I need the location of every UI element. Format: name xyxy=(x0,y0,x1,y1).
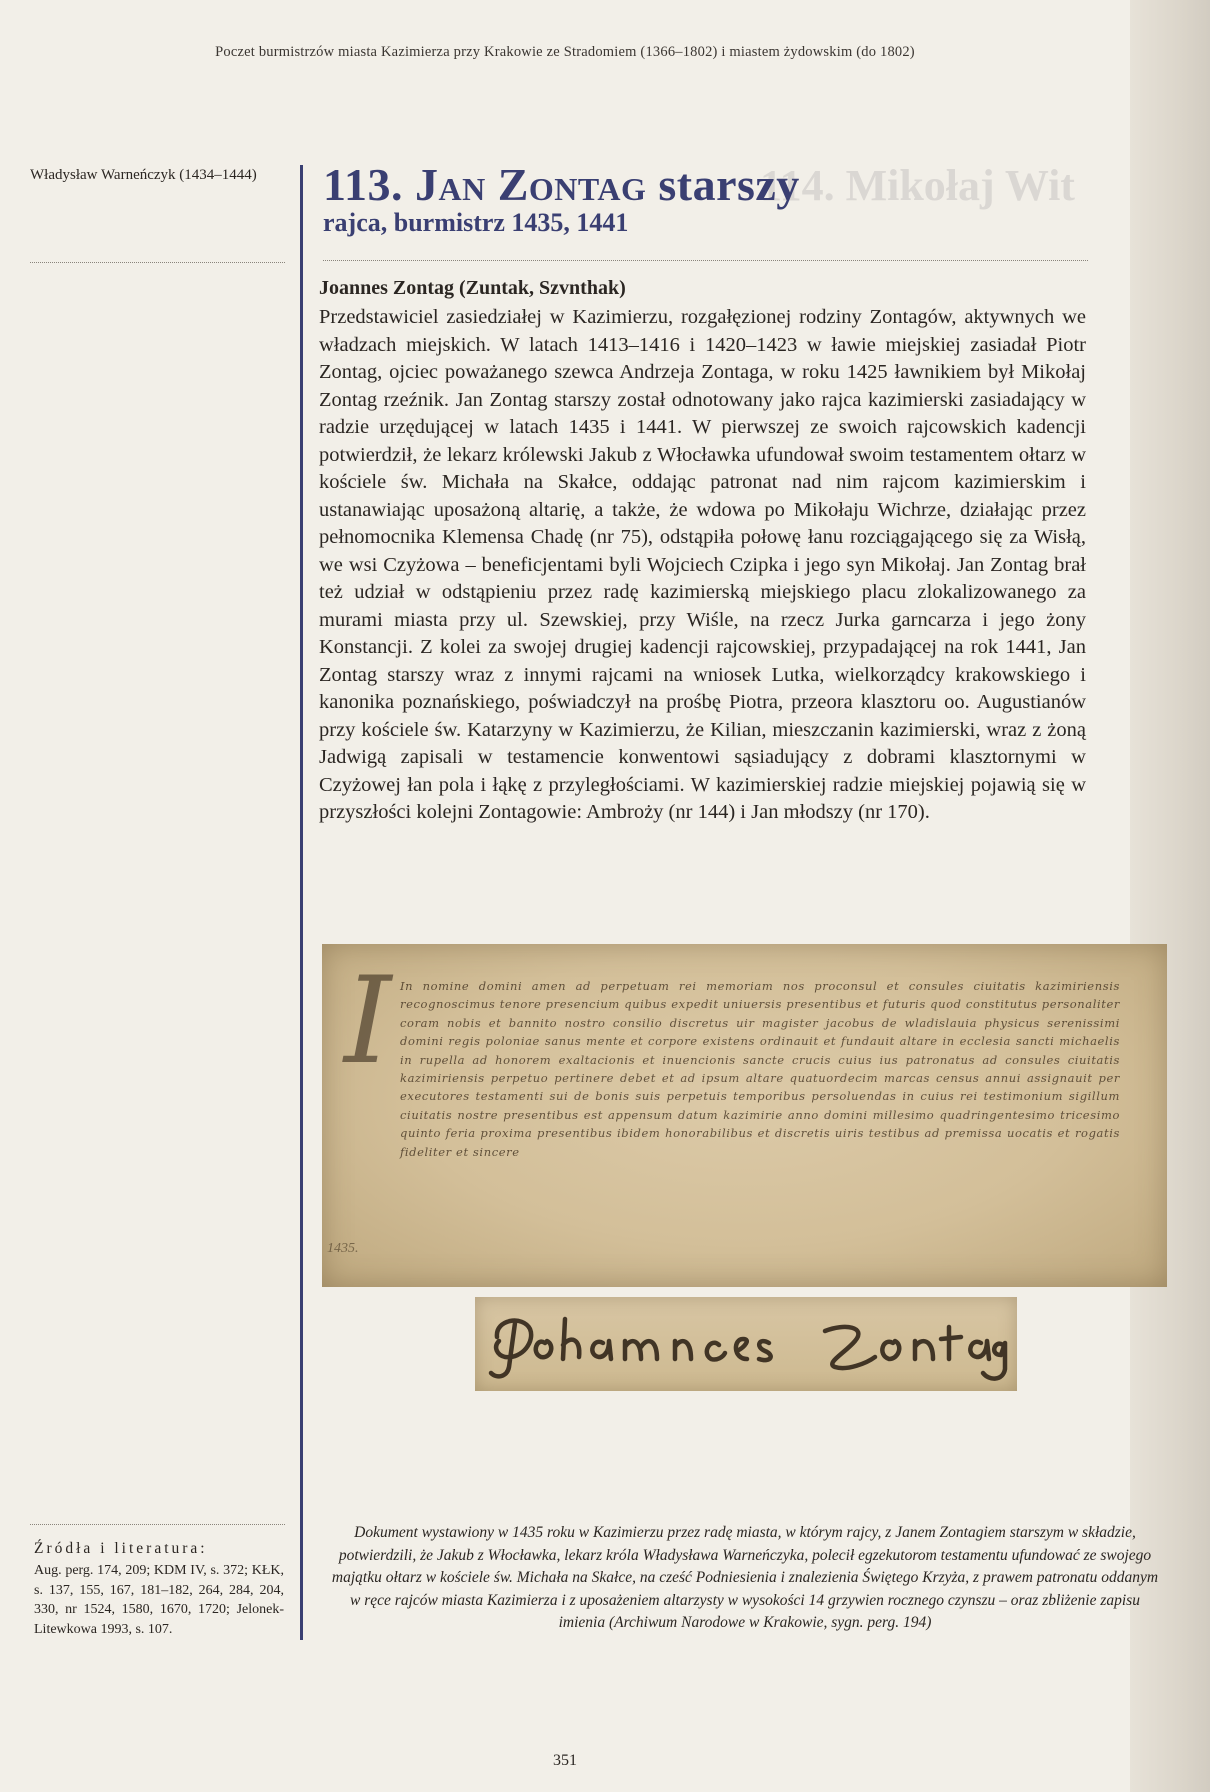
title-divider xyxy=(323,260,1088,261)
manuscript-script-texture: In nomine domini amen ad perpetuam rei memoriam nos proconsul et consules ciuitatis kazimiriensis recognoscimus tenore presencium quibus expedit uniuersis presentibus et futuris quod constitutus personaliter coram nobis et bannito nostro consilio discretus uir magister jacobus de wladislauia physicus serenissimi domini regis poloniae sanus mente et corpore existens ordinauit et fundauit altare in ecclesia sancti michaelis in rupella ad honorem exaltacionis et inuencionis sancte crucis cuius ius patronatus ad consules ciuitatis kazimiriensis perpetuo pertinere debet et ad ipsum altare quatuordecim marcas census annui assignauit per executores testamenti sui de bonis suis perpetuis temporibus persoluendas in cuius rei testimonium sigillum ciuitatis nostre presentibus est appensum datum kazimirie anno domini millesimo quadringentesimo tricesimo quinto feria proxima presentibus ibidem honorabilibus et discretis uiris testibus ad premissa uocatis et rogatis fideliter et sincere xyxy=(400,979,1120,1159)
entry-number: 113. xyxy=(323,159,403,210)
manuscript-initial: I xyxy=(344,952,392,1091)
manuscript-image xyxy=(322,944,1167,1287)
entry-subtitle: rajca, burmistrz 1435, 1441 xyxy=(323,208,629,237)
entry-name-suffix: starszy xyxy=(658,159,800,210)
running-head: Poczet burmistrzów miasta Kazimierza przy Krakowie ze Stradomiem (1366–1802) i miastem żydowskim (do 1802) xyxy=(215,44,915,60)
entry-body: Przedstawiciel zasiedziałej w Kazimierzu, rozgałęzionej rodziny Zontagów, aktywnych we władzach miejskich. W latach 1413–1416 i 1420–1423 w ławie miejskiej zasiadał Piotr Zontag, ojciec poważanego szewca Andrzeja Zontaga, w roku 1425 ławnikiem był Mikołaj Zontag rzeźnik. Jan Zontag starszy został odnotowany jako rajca kazimierski zasiadający w radzie urzędującej w latach 1435 i 1441. W pierwszej ze swoich rajcowskich kadencji potwierdził, że lekarz królewski Jakub z Włocławka ufundował swoim testamentem ołtarz w kościele św. Michała na Skałce, oddając patronat nad nim rajcom kazimierskim i ustanawiając uposażoną altarię, a także, że wdowa po Mikołaju Wichrze, działając przez pełnomocnika Klemensa Chadę (nr 75), odstąpiła połowę łanu rozciągającego się za Wisłą, we wsi Czyżowa – beneficjentami byli Wojciech Czipka i jego syn Mikołaj. Jan Zontag brał też udział w odstąpieniu przez radę kazimierską miejskiego placu zlokalizowanego za murami miasta przy ul. Szewskiej, przy Wiśle, na rzecz Jurka garncarza i jego żony Konstancji. Z kolei za swojej drugiej kadencji rajcowskiej, przypadającej na rok 1441, Jan Zontag starszy wraz z innymi rajcami na wniosek Lutka, wielkorządcy krakowskiego i kanonika poznańskiego, poświadczył na prośbę Piotra, przeora klasztoru oo. Augustianów przy kościele św. Katarzyny w Kazimierzu, że Kilian, mieszczanin kazimierski, wraz z żoną Jadwigą zapisali w testamencie konwentowi sąsiadujący z dobrami klasztornymi w Czyżowej łan pola i łąkę z przyległościami. W kazimierskiej radzie miejskiej pojawią się w przyszłości kolejni Zontagowie: Ambroży (nr 144) i Jan młodszy (nr 170). xyxy=(319,306,1086,823)
figure-caption: Dokument wystawiony w 1435 roku w Kazimierzu przez radę miasta, w którym rajcy, z Janem Zontagiem starszym w składzie, potwierdzili, że Jakub z Włocławka, lekarz króla Władysława Warneńczyka, polecił egzekutorom testamentu ufundować ze swojego majątku ołtarz w kościele św. Michała na Skałce, na cześć Podniesienia i znalezienia Świętego Krzyża, z prawem patronatu oddanym w ręce rajców miasta Kazimierza i z uposażeniem altarzysty w wysokości 14 grzywien rocznego czynszu – oraz zbliżenie zapisu imienia (Archiwum Narodowe w Krakowie, sygn. perg. 194) xyxy=(331,1524,1159,1631)
sidebar-divider xyxy=(30,262,285,263)
entry-name-last: Zontag xyxy=(497,159,647,210)
page-number: 351 xyxy=(553,1752,577,1769)
sources-divider xyxy=(30,1524,285,1525)
entry-name-first: Jan xyxy=(414,159,486,210)
signature-drawing xyxy=(475,1297,1017,1391)
manuscript-year: 1435. xyxy=(327,1241,359,1256)
entry-title xyxy=(323,158,800,211)
latin-name: Joannes Zontag (Zuntak, Szvnthak) xyxy=(319,277,626,299)
sources-text: Aug. perg. 174, 209; KDM IV, s. 372; KŁK, s. 137, 155, 167, 181–182, 264, 284, 204, 330, nr 1524, 1580, 1670, 1720; Jelonek-Litewkowa 1993, s. 107. xyxy=(34,1563,284,1637)
section-name: Władysław Warneńczyk (1434–1444) xyxy=(30,167,257,183)
sources-heading: Źródła i literatura: xyxy=(34,1540,208,1557)
vertical-rule xyxy=(300,165,303,1640)
signature-closeup xyxy=(475,1297,1017,1391)
bleed-through-ghost: 114. Mikołaj Wit xyxy=(760,161,1075,210)
